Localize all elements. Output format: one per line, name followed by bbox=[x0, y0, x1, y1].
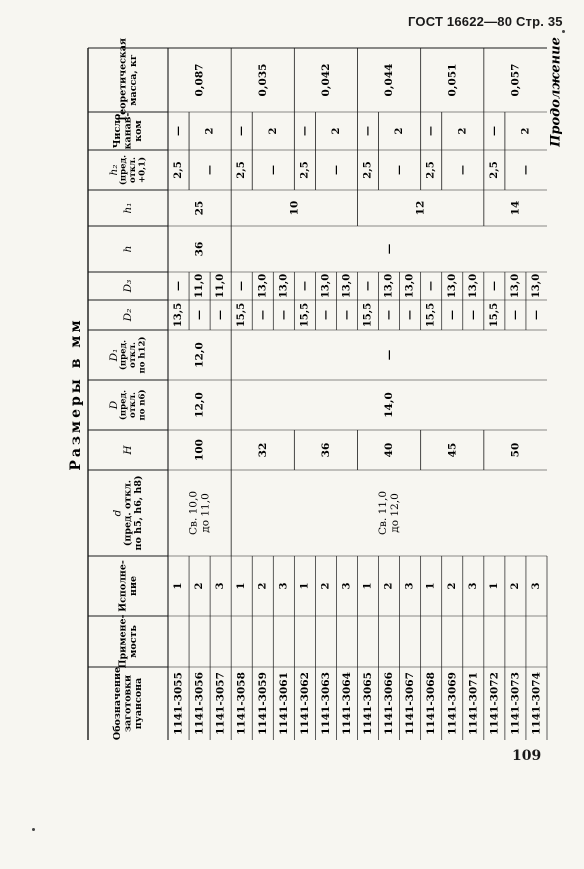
column-header-12: ком bbox=[133, 120, 144, 142]
grooves-value: 2 bbox=[520, 127, 532, 135]
grooves-value: — bbox=[299, 126, 311, 136]
D3-value: 11,0 bbox=[194, 273, 206, 299]
D3-value: — bbox=[236, 281, 248, 291]
page-number: 109 bbox=[512, 748, 542, 764]
column-header-0: заготовки bbox=[122, 674, 134, 733]
column-header-3: d bbox=[111, 509, 124, 517]
table-body bbox=[68, 37, 564, 740]
row-designation: 1141-3059 bbox=[256, 672, 269, 735]
D3-value: 13,0 bbox=[530, 273, 542, 299]
D3-value: 13,0 bbox=[383, 273, 395, 299]
h-value: 36 bbox=[193, 241, 206, 257]
h1-value: 10 bbox=[288, 200, 301, 216]
d-value: до 12,0 bbox=[389, 493, 402, 533]
row-designation: 1141-3073 bbox=[509, 672, 522, 735]
h1-value: 25 bbox=[193, 200, 206, 216]
row-execution: 3 bbox=[404, 582, 416, 590]
column-header-2: ние bbox=[127, 575, 139, 597]
D3-value: 13,0 bbox=[467, 273, 479, 299]
column-header-5: по n6) bbox=[137, 389, 148, 421]
row-execution: 2 bbox=[320, 582, 332, 590]
column-header-0: Обозначение bbox=[112, 666, 123, 741]
column-header-3: (пред. откл. bbox=[122, 479, 134, 547]
row-designation: 1141-3068 bbox=[425, 672, 438, 735]
row-execution: 1 bbox=[299, 582, 311, 590]
D3-value: — bbox=[299, 281, 311, 291]
column-header-6: откл. bbox=[127, 341, 138, 369]
row-execution: 2 bbox=[194, 582, 206, 590]
column-header-1: Примене- bbox=[117, 614, 129, 669]
column-header-2: Исполне- bbox=[117, 560, 129, 612]
row-designation: 1141-3074 bbox=[530, 672, 543, 735]
column-header-1: мость bbox=[127, 625, 139, 658]
D-value: 14,0 bbox=[383, 392, 396, 418]
mass-value: 0,042 bbox=[319, 63, 332, 97]
row-designation: 1141-3072 bbox=[488, 672, 501, 735]
row-designation: 1141-3056 bbox=[193, 672, 206, 735]
D2-value: — bbox=[341, 310, 353, 320]
row-execution: 1 bbox=[425, 582, 437, 590]
D2-value: 15,5 bbox=[488, 302, 500, 328]
row-designation: 1141-3071 bbox=[467, 672, 480, 735]
D3-value: 13,0 bbox=[404, 273, 416, 299]
row-designation: 1141-3067 bbox=[404, 672, 417, 735]
h2-value: 2,5 bbox=[362, 161, 374, 179]
column-header-13: масса, кг bbox=[127, 54, 139, 106]
D2-value: — bbox=[257, 310, 269, 320]
column-header-6: (пред. bbox=[118, 339, 129, 371]
grooves-value: 2 bbox=[394, 127, 406, 135]
D2-value: 13,5 bbox=[173, 302, 185, 328]
column-header-11: h₂ bbox=[107, 164, 120, 176]
mass-value: 0,051 bbox=[446, 63, 459, 97]
D3-value: 11,0 bbox=[215, 273, 227, 299]
H-value: 36 bbox=[319, 442, 332, 458]
D2-value: — bbox=[446, 310, 458, 320]
row-designation: 1141-3069 bbox=[446, 672, 459, 735]
grooves-value: — bbox=[362, 126, 374, 136]
D2-value: 15,5 bbox=[236, 302, 248, 328]
dimensions-title: Размеры в мм bbox=[68, 317, 84, 471]
d-value: до 11,0 bbox=[199, 493, 212, 533]
h2-value: 2,5 bbox=[425, 161, 437, 179]
H-value: 50 bbox=[509, 442, 522, 458]
mass-value: 0,057 bbox=[509, 63, 522, 97]
D3-value: 13,0 bbox=[278, 273, 290, 299]
row-designation: 1141-3061 bbox=[277, 672, 290, 735]
h2-value: — bbox=[457, 165, 469, 175]
D2-value: — bbox=[320, 310, 332, 320]
D3-value: — bbox=[488, 281, 500, 291]
column-header-10: h₁ bbox=[122, 202, 134, 214]
h2-value: 2,5 bbox=[236, 161, 248, 179]
row-execution: 2 bbox=[446, 582, 458, 590]
d-value: Св. 10,0 bbox=[187, 491, 200, 535]
h2-value: 2,5 bbox=[299, 161, 311, 179]
d-value: Св. 11,0 bbox=[377, 491, 390, 535]
row-designation: 1141-3063 bbox=[319, 672, 332, 735]
D2-value: — bbox=[383, 310, 395, 320]
column-header-9: h bbox=[122, 245, 134, 253]
column-header-4: H bbox=[122, 445, 134, 455]
row-designation: 1141-3058 bbox=[235, 672, 248, 735]
row-execution: 1 bbox=[488, 582, 500, 590]
column-header-3: по h5, h6, h8) bbox=[133, 475, 144, 551]
H-value: 45 bbox=[446, 442, 459, 458]
h2-value: — bbox=[267, 165, 279, 175]
row-execution: 3 bbox=[467, 582, 479, 590]
grooves-value: 2 bbox=[457, 127, 469, 135]
row-execution: 1 bbox=[236, 582, 248, 590]
column-header-6: по h12) bbox=[137, 336, 148, 374]
D2-value: — bbox=[509, 310, 521, 320]
D2-value: 15,5 bbox=[425, 302, 437, 328]
row-execution: 2 bbox=[257, 582, 269, 590]
D2-value: 15,5 bbox=[362, 302, 374, 328]
row-designation: 1141-3064 bbox=[340, 672, 353, 735]
D3-value: 13,0 bbox=[257, 273, 269, 299]
D3-value: 13,0 bbox=[446, 273, 458, 299]
row-execution: 2 bbox=[383, 582, 395, 590]
row-execution: 3 bbox=[278, 582, 290, 590]
grooves-value: — bbox=[425, 126, 437, 136]
D3-value: — bbox=[173, 281, 185, 291]
h2-value: — bbox=[520, 165, 532, 175]
H-value: 40 bbox=[383, 442, 396, 458]
h1-value: 12 bbox=[414, 200, 427, 216]
mass-value: 0,035 bbox=[256, 63, 269, 97]
column-header-7: D₂ bbox=[122, 308, 134, 322]
row-execution: 3 bbox=[530, 582, 542, 590]
row-execution: 2 bbox=[509, 582, 521, 590]
row-execution: 1 bbox=[173, 582, 185, 590]
h2-value: 2,5 bbox=[488, 161, 500, 179]
grooves-value: — bbox=[488, 126, 500, 136]
page-header: ГОСТ 16622—80 Стр. 35 bbox=[408, 14, 563, 29]
D2-value: — bbox=[530, 310, 542, 320]
row-designation: 1141-3065 bbox=[362, 672, 375, 735]
h2-value: — bbox=[330, 165, 342, 175]
row-execution: 3 bbox=[215, 582, 227, 590]
D3-value: 13,0 bbox=[320, 273, 332, 299]
row-designation: 1141-3057 bbox=[214, 672, 227, 735]
column-header-11: откл. bbox=[127, 156, 138, 184]
row-designation: 1141-3055 bbox=[172, 672, 185, 735]
row-execution: 1 bbox=[362, 582, 374, 590]
D2-value: — bbox=[404, 310, 416, 320]
D-value: 12,0 bbox=[193, 392, 206, 418]
row-designation: 1141-3066 bbox=[383, 672, 396, 735]
continuation-label: Продолжение bbox=[548, 37, 564, 147]
scan-speck bbox=[562, 30, 565, 33]
column-header-8: D₃ bbox=[122, 279, 134, 293]
D2-value: — bbox=[215, 310, 227, 320]
scan-speck bbox=[32, 828, 35, 831]
column-header-12: канав- bbox=[122, 112, 134, 150]
H-value: 100 bbox=[193, 439, 206, 461]
grooves-value: 2 bbox=[204, 127, 216, 135]
column-header-5: D bbox=[107, 400, 120, 410]
column-header-11: +0,1) bbox=[137, 157, 148, 183]
column-header-5: откл. bbox=[127, 391, 138, 419]
h2-value: 2,5 bbox=[173, 161, 185, 179]
h-value: — bbox=[383, 243, 396, 255]
D3-value: — bbox=[362, 281, 374, 291]
mass-value: 0,087 bbox=[193, 63, 206, 97]
h1-value: 14 bbox=[509, 200, 522, 216]
column-header-0: пуансона bbox=[133, 677, 144, 730]
D3-value: — bbox=[425, 281, 437, 291]
D3-value: 13,0 bbox=[509, 273, 521, 299]
D2-value: — bbox=[467, 310, 479, 320]
column-header-11: (пред. bbox=[118, 154, 129, 186]
row-execution: 3 bbox=[341, 582, 353, 590]
grooves-value: — bbox=[236, 126, 248, 136]
grooves-value: — bbox=[173, 126, 185, 136]
column-header-6: D₁ bbox=[107, 348, 120, 362]
D2-value: — bbox=[194, 310, 206, 320]
row-designation: 1141-3062 bbox=[298, 672, 311, 735]
grooves-value: 2 bbox=[267, 127, 279, 135]
mass-value: 0,044 bbox=[383, 63, 396, 97]
h2-value: — bbox=[394, 165, 406, 175]
D3-value: 13,0 bbox=[341, 273, 353, 299]
D2-value: — bbox=[278, 310, 290, 320]
D2-value: 15,5 bbox=[299, 302, 311, 328]
H-value: 32 bbox=[256, 442, 269, 458]
column-header-13: Теоретическая bbox=[117, 38, 129, 122]
D1-value: — bbox=[383, 349, 396, 361]
column-header-5: (пред. bbox=[118, 389, 129, 421]
D1-value: 12,0 bbox=[193, 342, 206, 368]
column-header-12: Число bbox=[112, 113, 123, 149]
h2-value: — bbox=[204, 165, 216, 175]
grooves-value: 2 bbox=[330, 127, 342, 135]
